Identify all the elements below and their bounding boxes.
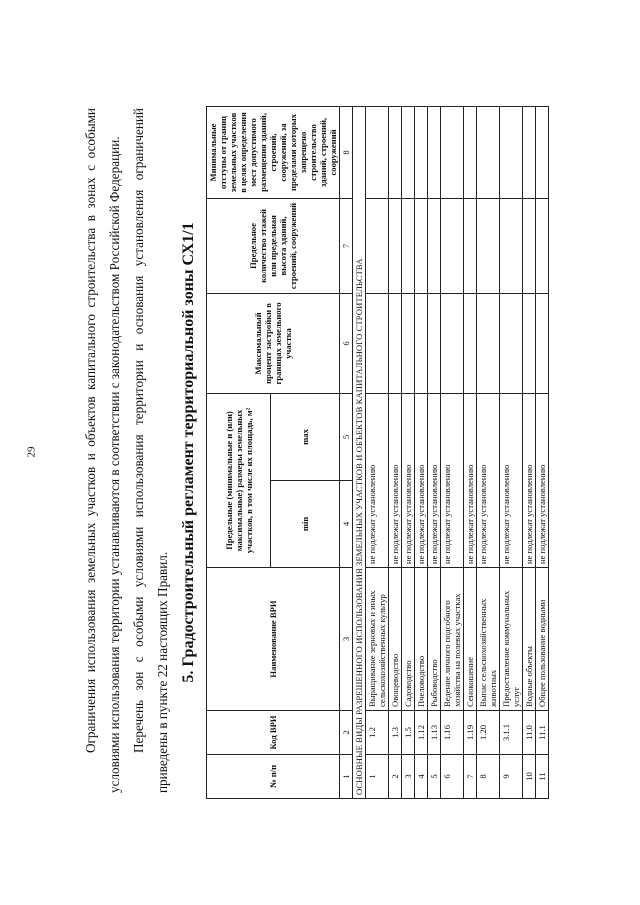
regulation-table xyxy=(206,106,549,799)
row-setbacks xyxy=(402,106,415,198)
row-percent xyxy=(366,293,389,393)
header-percent: Максимальный процент застройки в границах земельного участка xyxy=(207,293,340,393)
row-name: Выращивание зерновых и иных сельскохозяйственных культур xyxy=(366,568,389,711)
row-size-limit: не подлежат установлению xyxy=(389,393,402,567)
table-row xyxy=(464,106,477,798)
table-body xyxy=(366,106,549,798)
section-row xyxy=(353,106,366,798)
row-setbacks xyxy=(477,106,500,198)
row-floors xyxy=(464,198,477,293)
row-floors xyxy=(415,198,428,293)
row-code: 1.19 xyxy=(464,711,477,755)
column-number: 6 xyxy=(340,293,353,393)
column-number: 7 xyxy=(340,198,353,293)
header-code: Код ВРИ xyxy=(207,711,340,755)
paragraph-zone-list: Перечень зон с особыми условиями использования территории и основания установления ограничений приведены в пункте 22 настоящих Правил. xyxy=(131,108,170,793)
row-size-limit: не подлежат установлению xyxy=(500,393,523,567)
row-percent xyxy=(477,293,500,393)
row-size-limit: не подлежат установлению xyxy=(523,393,536,567)
row-floors xyxy=(402,198,415,293)
page-number: 29 xyxy=(25,446,38,458)
row-code: 1.16 xyxy=(441,711,464,755)
row-setbacks xyxy=(389,106,402,198)
row-num: 6 xyxy=(441,755,464,799)
row-percent xyxy=(523,293,536,393)
row-floors xyxy=(366,198,389,293)
row-code: 3.1.1 xyxy=(500,711,523,755)
row-name: Садоводство xyxy=(402,568,415,711)
row-name: Ведение личного подсобного хозяйства на полевых участках xyxy=(441,568,464,711)
row-setbacks xyxy=(415,106,428,198)
row-num: 5 xyxy=(428,755,441,799)
table-row xyxy=(441,106,464,798)
row-code: 11.1 xyxy=(536,711,549,755)
paragraph-restrictions: Ограничения использования земельных участков и объектов капитального строительства в зонах с особыми условиями использования территории устанавливаются в соответствии с законодательством Российской Федерации. xyxy=(83,108,122,793)
header-size: Предельные (минимальные и (или) максимальные) размеры земельных участков, в том числе их площадь, м² xyxy=(207,393,271,567)
row-name: Выпас сельскохозяйственных животных xyxy=(477,568,500,711)
header-min: min xyxy=(271,481,340,568)
row-floors xyxy=(477,198,500,293)
table-row xyxy=(500,106,523,798)
column-number: 8 xyxy=(340,106,353,198)
row-percent xyxy=(389,293,402,393)
table-row xyxy=(402,106,415,798)
row-percent xyxy=(500,293,523,393)
row-size-limit: не подлежат установлению xyxy=(428,393,441,567)
row-floors xyxy=(536,198,549,293)
row-code: 1.2 xyxy=(366,711,389,755)
row-name: Овощеводство xyxy=(389,568,402,711)
row-num: 8 xyxy=(477,755,500,799)
row-code: 1.20 xyxy=(477,711,500,755)
header-name: Наименование ВРИ xyxy=(207,568,340,711)
row-code: 1.13 xyxy=(428,711,441,755)
row-code: 1.3 xyxy=(389,711,402,755)
row-floors xyxy=(389,198,402,293)
row-num: 7 xyxy=(464,755,477,799)
row-size-limit: не подлежат установлению xyxy=(441,393,464,567)
row-percent xyxy=(536,293,549,393)
row-name: Пчеловодство xyxy=(415,568,428,711)
row-floors xyxy=(441,198,464,293)
row-num: 10 xyxy=(523,755,536,799)
header-max: max xyxy=(271,393,340,480)
section-heading: 5. Градостроительный регламент территориальной зоны СХ1/1 xyxy=(180,222,197,683)
row-floors xyxy=(500,198,523,293)
row-num: 11 xyxy=(536,755,549,799)
column-number: 3 xyxy=(340,568,353,711)
table-row xyxy=(366,106,389,798)
row-percent xyxy=(402,293,415,393)
row-setbacks xyxy=(366,106,389,198)
row-percent xyxy=(415,293,428,393)
row-percent xyxy=(428,293,441,393)
row-num: 3 xyxy=(402,755,415,799)
row-num: 2 xyxy=(389,755,402,799)
row-setbacks xyxy=(500,106,523,198)
column-number: 1 xyxy=(340,755,353,799)
row-setbacks xyxy=(441,106,464,198)
column-number: 5 xyxy=(340,393,353,480)
row-setbacks xyxy=(464,106,477,198)
table-row xyxy=(415,106,428,798)
row-name: Предоставление коммунальных услуг xyxy=(500,568,523,711)
row-code: 1.5 xyxy=(402,711,415,755)
table-row xyxy=(523,106,536,798)
column-number: 2 xyxy=(340,711,353,755)
section-title: ОСНОВНЫЕ ВИДЫ РАЗРЕШЕННОГО ИСПОЛЬЗОВАНИЯ ЗЕМЕЛЬНЫХ УЧАСТКОВ И ОБЪЕКТОВ КАПИТАЛЬНОГО СТРОИТЕЛЬСТВА xyxy=(353,106,366,798)
table-header-row xyxy=(207,106,271,798)
row-setbacks xyxy=(536,106,549,198)
header-floors: Предельное количество этажей или предельная высота зданий, строений, сооружений xyxy=(207,198,340,293)
row-name: Водные объекты xyxy=(523,568,536,711)
row-setbacks xyxy=(428,106,441,198)
column-number: 4 xyxy=(340,481,353,568)
row-name: Общее пользование водными xyxy=(536,568,549,711)
row-num: 9 xyxy=(500,755,523,799)
row-num: 4 xyxy=(415,755,428,799)
row-code: 11.0 xyxy=(523,711,536,755)
row-name: Сенокошение xyxy=(464,568,477,711)
row-size-limit: не подлежат установлению xyxy=(477,393,500,567)
row-floors xyxy=(428,198,441,293)
column-number-row xyxy=(340,106,353,798)
row-floors xyxy=(523,198,536,293)
table-row xyxy=(536,106,549,798)
row-percent xyxy=(441,293,464,393)
row-code: 1.12 xyxy=(415,711,428,755)
table-row xyxy=(389,106,402,798)
row-size-limit: не подлежат установлению xyxy=(402,393,415,567)
row-name: Рыбоводство xyxy=(428,568,441,711)
row-size-limit: не подлежат установлению xyxy=(536,393,549,567)
row-size-limit: не подлежат установлению xyxy=(464,393,477,567)
row-num: 1 xyxy=(366,755,389,799)
row-percent xyxy=(464,293,477,393)
table-row xyxy=(428,106,441,798)
header-setbacks: Минимальные отступы от границ земельных участков в целях определения мест допустимого размещения зданий, строений, сооружений, за пределами которых запрещено строительство зданий, строений, сооружений xyxy=(207,106,340,198)
row-setbacks xyxy=(523,106,536,198)
row-size-limit: не подлежат установлению xyxy=(366,393,389,567)
table-row xyxy=(477,106,500,798)
header-num: № п/п xyxy=(207,755,340,799)
row-size-limit: не подлежат установлению xyxy=(415,393,428,567)
